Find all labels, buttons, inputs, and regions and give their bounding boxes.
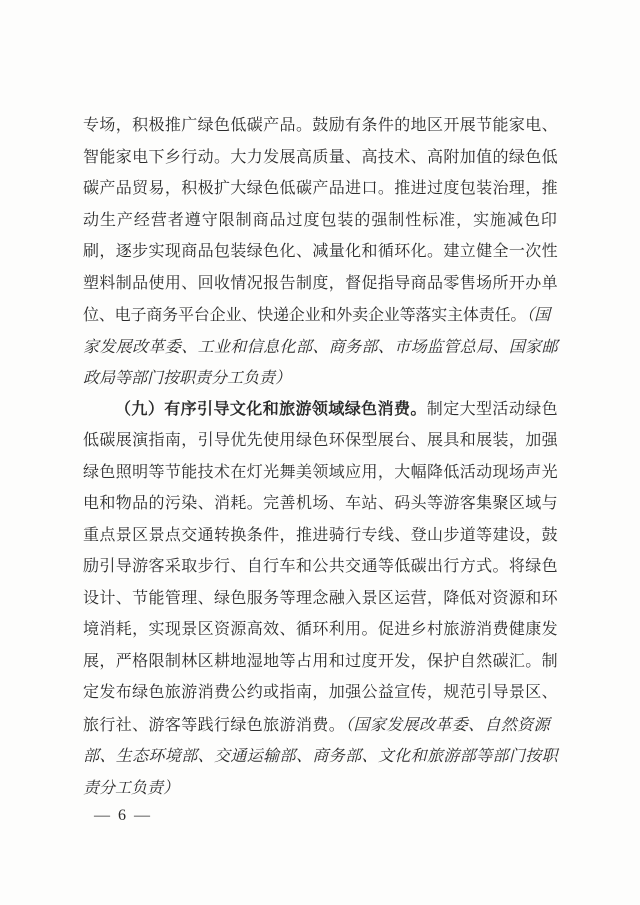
- department-annotation-text: 政局等部门按职责分工负责）: [83, 368, 292, 387]
- body-text: 碳产品贸易，积极扩大绿色低碳产品进口。推进过度包装治理，推: [83, 180, 559, 197]
- department-annotation-text: 部、生态环境部、交通运输部、商务部、文化和旅游部等部门按职: [83, 746, 559, 765]
- body-text: 设计、节能管理、绿色服务等理念融入景区运营，降低对资源和环: [83, 589, 559, 607]
- text-line: [83, 394, 558, 426]
- body-text: 智能家电下乡行动。大力发展高质量、高技术、高附加值的绿色低: [83, 148, 559, 166]
- body-text: 绿色照明等节能技术在灯光舞美领域应用，大幅降低活动现场声光: [83, 463, 559, 481]
- section-heading-text: （九）有序引导文化和旅游领域绿色消费。: [115, 400, 427, 418]
- body-text: 电和物品的污染、消耗。完善机场、车站、码头等游客集聚区域与: [83, 495, 559, 512]
- text-line: [83, 331, 558, 363]
- text-line: [83, 362, 558, 394]
- text-line: [83, 646, 558, 678]
- department-annotation-text: 责分工负责）: [83, 777, 180, 797]
- text-line: [83, 205, 558, 237]
- body-text: 励引导游客采取步行、自行车和公共交通等低碳出行方式。将绿色: [83, 558, 559, 575]
- text-line: [83, 583, 558, 615]
- department-annotation-text: 家发展改革委、工业和信息化部、商务部、市场监管总局、国家邮: [83, 336, 559, 356]
- document-body: [83, 110, 558, 803]
- text-line: [83, 299, 558, 331]
- text-line: [83, 551, 558, 583]
- body-text: 塑料制品使用、回收情况报告制度，督促指导商品零售场所开办单: [83, 274, 559, 292]
- department-annotation-text: （国家发展改革委、自然资源: [345, 714, 551, 734]
- text-line: [83, 740, 558, 772]
- body-text: 定发布绿色旅游消费公约或指南，加强公益宣传，规范引导景区、: [83, 684, 559, 701]
- body-text: 动生产经营者遵守限制商品过度包装的强制性标准，实施减色印: [83, 211, 558, 229]
- text-line: [83, 677, 558, 709]
- body-text: 旅行社、游客等践行绿色旅游消费。: [83, 716, 346, 734]
- body-text: 展，严格限制林区耕地湿地等占用和过度开发，保护自然碳汇。制: [83, 652, 559, 670]
- body-text: 制定大型活动绿色: [426, 400, 559, 418]
- body-text: 专场，积极推广绿色低碳产品。鼓励有条件的地区开展节能家电、: [83, 117, 559, 134]
- text-line: [83, 110, 558, 142]
- text-line: [83, 520, 558, 552]
- text-line: [83, 772, 558, 804]
- text-line: [83, 173, 558, 205]
- text-line: [83, 614, 558, 646]
- text-line: [83, 457, 558, 489]
- body-text: 位、电子商务平台企业、快递企业和外卖企业等落实主体责任。: [83, 307, 527, 324]
- text-line: [83, 709, 558, 741]
- text-line: [83, 236, 558, 268]
- text-line: [83, 268, 558, 300]
- body-text: 刷，逐步实现商品包装绿色化、减量化和循环化。建立健全一次性: [83, 243, 559, 260]
- body-text: 重点景区景点交通转换条件，推进骑行专线、登山步道等建设，鼓: [83, 526, 559, 544]
- page-number: — 6 —: [94, 807, 152, 824]
- text-line: [83, 425, 558, 457]
- text-line: [83, 142, 558, 174]
- body-text: 低碳展演指南，引导优先使用绿色环保型展台、展具和展装，加强: [83, 432, 559, 449]
- body-text: 境消耗，实现景区资源高效、循环利用。促进乡村旅游消费健康发: [83, 621, 559, 638]
- text-line: [83, 488, 558, 520]
- department-annotation-text: （国: [526, 305, 550, 324]
